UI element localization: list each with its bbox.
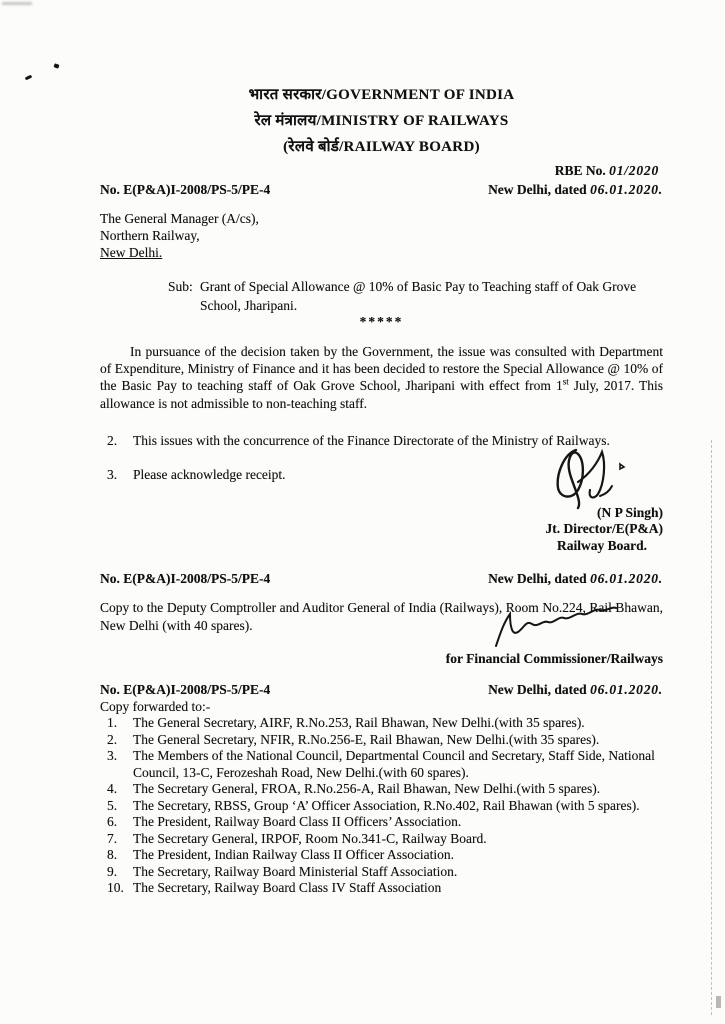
date-line-3	[488, 681, 663, 698]
list-item-text: The Secretary, Railway Board Ministerial Staff Association.	[133, 863, 458, 879]
list-item-number: 7.	[107, 830, 118, 846]
list-item	[100, 798, 663, 815]
signatory-org: Railway Board.	[556, 537, 647, 553]
file-number: No. E(P&A)I-2008/PS-5/PE-4	[100, 571, 271, 587]
copy-forwarded-label: Copy forwarded to:-	[100, 699, 211, 715]
list-item-number: 6.	[107, 814, 118, 830]
place-dated-label: New Delhi, dated	[488, 182, 587, 197]
list-item-text: The President, Railway Board Class II Officers’ Association.	[133, 814, 462, 830]
separator-stars: *****	[359, 314, 404, 329]
date-handwritten-1: 06.01.2020.	[590, 182, 663, 197]
list-item-text: The Secretary, Railway Board Class IV Staff Association	[133, 880, 442, 896]
signatory-block	[100, 505, 663, 555]
list-item-number: 2.	[107, 731, 118, 747]
list-item	[100, 814, 663, 831]
list-item-text: The President, Indian Railway Class II Officer Association.	[133, 847, 455, 863]
subject-text: Grant of Special Allowance @ 10% of Basic Pay to Teaching staff of Oak Grove School, Jharipani.	[200, 279, 637, 313]
list-item-number: 5.	[107, 797, 118, 813]
letterhead-ministry-of-railways: रेल मंत्रालय/MINISTRY OF RAILWAYS	[254, 113, 509, 129]
rbe-value-handwritten: 01/2020	[609, 163, 659, 178]
list-item	[100, 748, 663, 781]
point-text: Please acknowledge receipt.	[133, 466, 286, 482]
list-item-text: The Members of the National Council, Departmental Council and Secretary, Staff Side, National Council, 13-C, Ferozeshah Road, New Delhi.(with 60 spares).	[133, 748, 655, 780]
paragraph-text: In pursuance of the decision taken by the Government, the issue was consulted with Department of Expenditure, Ministry of Finance and it has been decided to restore the Special Allowance @ 10% of the Basic Pay to teaching staff of Oak Grove School, Jharipani with effect from 1	[100, 344, 663, 394]
date-line-2	[488, 570, 663, 587]
date-handwritten-3: 06.01.2020.	[590, 682, 663, 698]
addressee-city: New Delhi.	[100, 245, 163, 260]
list-item-text: The Secretary, RBSS, Group ‘A’ Officer Association, R.No.402, Rail Bhawan (with 5 spares).	[133, 797, 640, 813]
numbered-point-2	[100, 432, 663, 449]
list-item-number: 9.	[107, 863, 118, 879]
letterhead	[100, 82, 663, 160]
place-dated-label: New Delhi, dated	[488, 571, 587, 587]
addressee-name: The General Manager (A/cs),	[100, 211, 259, 226]
list-item	[100, 847, 663, 864]
list-item-number: 10.	[107, 880, 124, 896]
addressee-org: Northern Railway,	[100, 228, 200, 243]
list-item-number: 1.	[107, 715, 118, 731]
signatory-name: (N P Singh)	[596, 504, 663, 520]
copy-to-paragraph: Copy to the Deputy Comptroller and Auditor General of India (Railways), Room No.224, Rail Bhawan, New Delhi (with 40 spares).	[100, 600, 663, 633]
rbe-number-line	[100, 162, 663, 179]
copy-forwarded-list	[100, 715, 663, 897]
list-item-number: 3.	[107, 748, 118, 764]
paragraph-text: July, 2017. This allowance is not admissible to non-teaching staff.	[100, 378, 663, 411]
addressee-block	[100, 210, 663, 261]
list-item	[100, 880, 663, 897]
signatory-title: Jt. Director/E(P&A)	[545, 521, 663, 537]
place-dated-label: New Delhi, dated	[488, 682, 587, 698]
list-item	[100, 831, 663, 848]
list-item-text: The General Secretary, AIRF, R.No.253, Rail Bhawan, New Delhi.(with 35 spares).	[133, 715, 585, 731]
list-item-text: The Secretary General, IRPOF, Room No.341-C, Railway Board.	[133, 830, 487, 846]
list-item-text: The General Secretary, NFIR, R.No.256-E, Rail Bhawan, New Delhi.(with 35 spares).	[133, 731, 600, 747]
list-item	[100, 781, 663, 798]
file-number: No. E(P&A)I-2008/PS-5/PE-4	[100, 682, 271, 698]
reference-line-2	[100, 570, 663, 587]
list-item-text: The Secretary General, FROA, R.No.256-A, Rail Bhawan, New Delhi.(with 5 spares).	[133, 781, 601, 797]
subject-line	[168, 277, 663, 315]
body-paragraph-1	[100, 343, 663, 412]
list-item-number: 8.	[107, 847, 118, 863]
date-line-1	[488, 181, 663, 198]
for-financial-commissioner-line: for Financial Commissioner/Railways	[445, 651, 663, 667]
point-number: 3.	[107, 466, 118, 482]
file-number: No. E(P&A)I-2008/PS-5/PE-4	[100, 182, 271, 197]
point-text: This issues with the concurrence of the Finance Directorate of the Ministry of Railways.	[133, 432, 610, 448]
letterhead-government-of-india: भारत सरकार/GOVERNMENT OF INDIA	[248, 87, 515, 103]
point-number: 2.	[107, 432, 118, 448]
letterhead-railway-board: (रेलवे बोर्ड/RAILWAY BOARD)	[283, 139, 480, 155]
rbe-label: RBE No.	[554, 163, 606, 178]
date-handwritten-2: 06.01.2020.	[590, 571, 663, 587]
list-item	[100, 864, 663, 881]
list-item	[100, 715, 663, 732]
subject-label: Sub:	[168, 279, 193, 294]
numbered-point-3	[100, 466, 663, 483]
reference-line-1	[100, 181, 663, 198]
ordinal-superscript: st	[562, 376, 569, 387]
reference-line-3	[100, 681, 663, 698]
list-item-number: 4.	[107, 781, 118, 797]
list-item	[100, 732, 663, 749]
